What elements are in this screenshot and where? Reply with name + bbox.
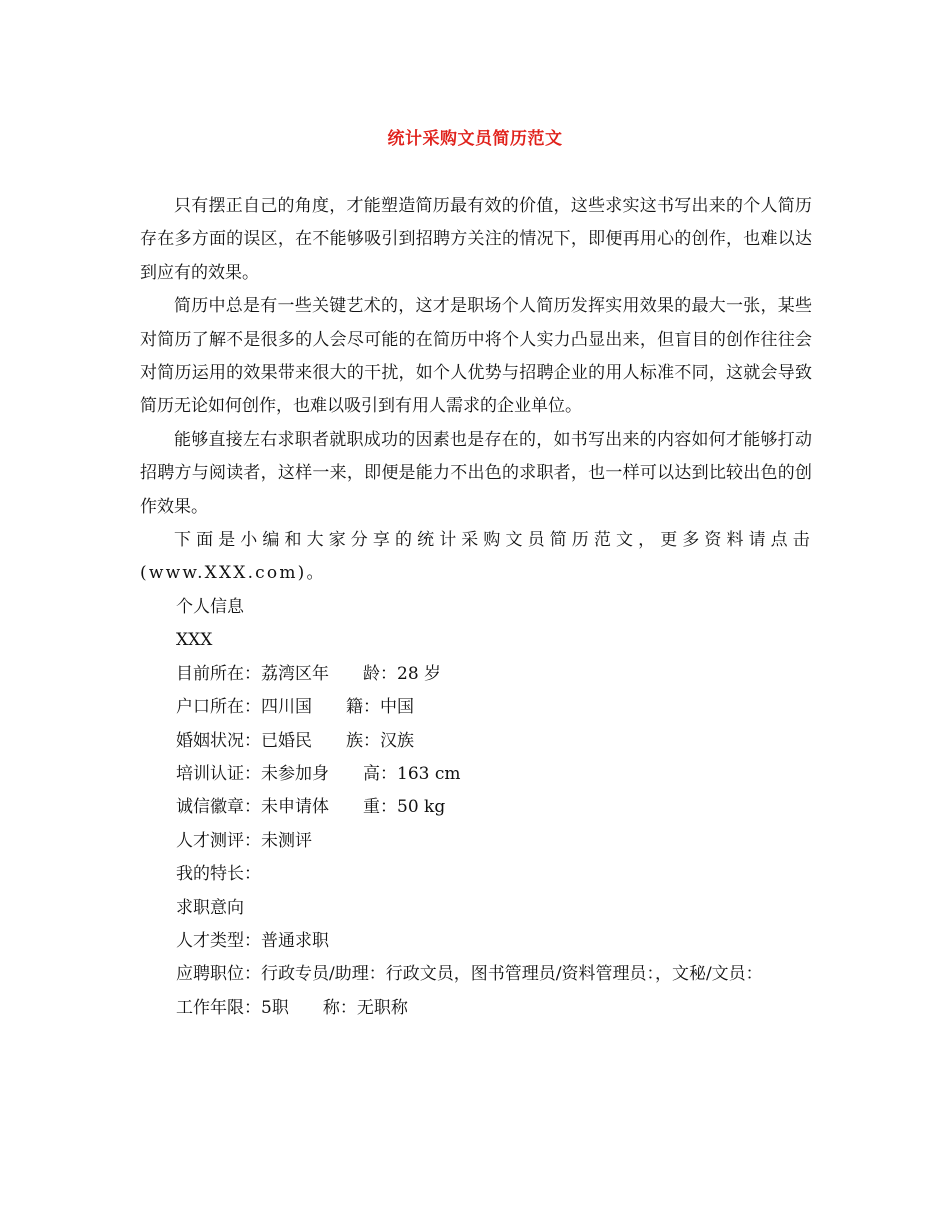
info-marital-ethnicity: 婚姻状况：已婚民 族：汉族 [176,730,414,751]
intro-paragraph-3: 能够直接左右求职者就职成功的因素也是存在的，如书写出来的内容如何才能够打动招聘方与阅读者，这样一来，即便是能力不出色的求职者，也一样可以达到比较出色的创作效果。 [140,429,812,517]
info-assessment: 人才测评：未测评 [176,830,312,851]
info-location-age: 目前所在：荔湾区年 龄：28 岁 [176,663,442,684]
section-heading-personal-info: 个人信息 [176,596,244,617]
intro-paragraph-1: 只有摆正自己的角度，才能塑造简历最有效的价值，这些求实这书写出来的个人简历存在多方面的误区，在不能够吸引到招聘方关注的情况下，即便再用心的创作，也难以达到应有的效果。 [140,196,812,283]
info-training-height: 培训认证：未参加身 高：163 cm [176,763,461,784]
intro-paragraph-2: 简历中总是有一些关键艺术的，这才是职场个人简历发挥实用效果的最大一张，某些对简历了解不是很多的人会尽可能的在简历中将个人实力凸显出来，但盲目的创作往往会对简历运用的效果带来很大的干扰，如个人优势与招聘企业的用人标准不同，这就会导致简历无论如何创作，也难以吸引到有用人需求的企业单位。 [140,296,812,417]
info-name: XXX [176,630,213,651]
info-hukou-nationality: 户口所在：四川国 籍：中国 [176,697,414,718]
info-badge-weight: 诚信徽章：未申请体 重：50 kg [176,797,446,818]
document-body [140,190,812,1025]
info-applied-position: 应聘职位：行政专员/助理：行政文员，图书管理员/资料管理员：，文秘/文员： [176,964,763,985]
intro-paragraph-4: 下面是小编和大家分享的统计采购文员简历范文，更多资料请点击(www.XXX.com)。 [140,530,812,584]
document-title: 统计采购文员简历范文 [387,129,563,149]
info-talent-type: 人才类型：普通求职 [176,930,329,951]
info-work-years-title: 工作年限：5职 称：无职称 [176,997,408,1018]
info-specialty: 我的特长： [176,864,261,885]
section-heading-job-intention: 求职意向 [176,897,244,918]
